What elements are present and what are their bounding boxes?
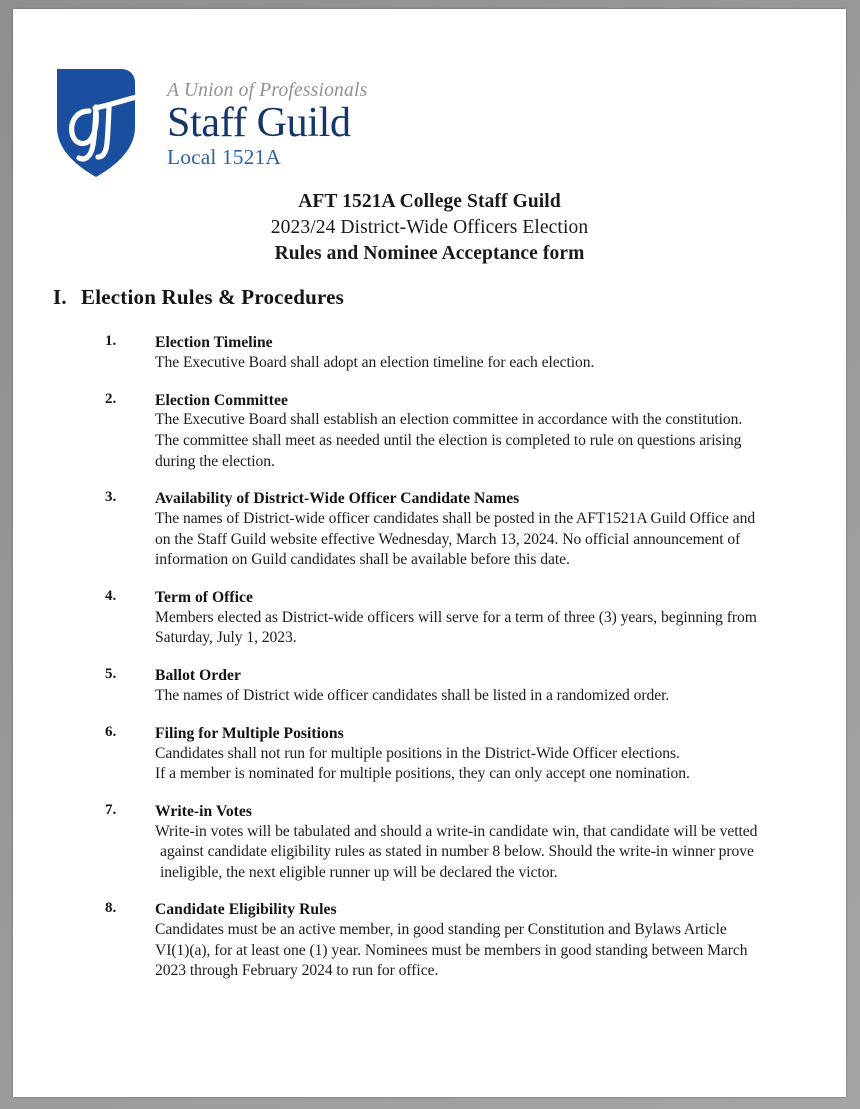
rule-body-line: against candidate eligibility rules as stated in number 8 below. Should the write-in winner prove (160, 843, 754, 861)
rule-body-line: during the election. (155, 452, 275, 470)
rule-number: 8. (105, 900, 117, 917)
rule-item (13, 802, 846, 884)
rule-body-line: Members elected as District-wide officers will serve for a term of three (3) years, beginning from (155, 608, 757, 626)
rule-body-line: on the Staff Guild website effective Wednesday, March 13, 2024. No official announcement of (155, 530, 741, 548)
rule-item (13, 900, 846, 982)
rule-body-line: Write-in votes will be tabulated and should a write-in candidate win, that candidate will be vetted (155, 822, 758, 840)
rule-item (13, 724, 846, 785)
rule-body (155, 353, 806, 374)
rule-number: 2. (105, 390, 117, 407)
rule-title: Candidate Eligibility Rules (155, 901, 337, 919)
rule-body-line: The Executive Board shall adopt an election timeline for each election. (155, 353, 595, 371)
rule-body-line: The committee shall meet as needed until the election is completed to rule on questions arising (155, 432, 742, 450)
rule-title: Election Timeline (155, 334, 273, 351)
rule-body (155, 509, 806, 571)
rule-title: Write-in Votes (155, 802, 253, 820)
rule-body (155, 920, 806, 982)
title-line-organization: AFT 1521A College Staff Guild (298, 191, 561, 212)
rule-item (13, 333, 846, 374)
rule-body-line: information on Guild candidates shall be available before this date. (155, 551, 570, 569)
rule-title: Term of Office (155, 588, 253, 606)
rule-number: 6. (105, 723, 117, 740)
rule-number: 3. (105, 489, 117, 506)
logo-local-number: Local 1521A (167, 145, 281, 170)
rule-title: Filing for Multiple Positions (155, 724, 344, 742)
document-page (13, 9, 846, 1097)
rule-body (155, 410, 806, 472)
section-title: Election Rules & Procedures (81, 285, 345, 309)
rule-body-line: The names of District-wide officer candidates shall be posted in the AFT1521A Guild Office and (155, 510, 756, 528)
rule-body-line: VI(1)(a), for at least one (1) year. Nominees must be members in good standing between March (155, 941, 748, 959)
rule-body-line: Saturday, July 1, 2023. (155, 629, 297, 647)
rule-item (13, 489, 846, 571)
rule-number: 7. (105, 801, 117, 818)
rule-number: 1. (105, 333, 117, 349)
logo-brand-name: Staff Guild (167, 100, 351, 147)
rule-item (13, 391, 846, 473)
document-title-block (13, 189, 846, 267)
rule-title: Availability of District-Wide Officer Candidate Names (155, 490, 520, 508)
logo-tagline: A Union of Professionals (167, 80, 368, 101)
rule-body-line: Candidates shall not run for multiple positions in the District-Wide Officer elections. (155, 744, 680, 762)
rule-body-line: The names of District wide officer candidates shall be listed in a randomized order. (155, 686, 670, 704)
rule-body-line: ineligible, the next eligible runner up will be declared the victor. (160, 863, 558, 881)
aft-staff-guild-logo (55, 67, 475, 179)
section-heading (13, 285, 846, 310)
rule-item (13, 666, 846, 707)
rule-number: 4. (105, 587, 117, 604)
logo-wordmark (167, 67, 467, 170)
rule-number: 5. (105, 666, 117, 683)
rule-body (155, 608, 806, 649)
rule-body-line: 2023 through February 2024 to run for office. (155, 962, 439, 980)
title-line-election: 2023/24 District-Wide Officers Election (270, 216, 589, 238)
rule-title: Ballot Order (155, 667, 241, 685)
rule-item (13, 588, 846, 649)
rule-body (155, 686, 806, 707)
rule-body-line: Candidates must be an active member, in good standing per Constitution and Bylaws Article (155, 921, 727, 939)
rules-list (13, 333, 846, 999)
rule-body (155, 822, 806, 884)
rule-body-line: The Executive Board shall establish an election committee in accordance with the constitution. (155, 411, 743, 429)
title-line-form: Rules and Nominee Acceptance form (274, 242, 585, 264)
section-number: I. (53, 285, 67, 309)
rule-body (155, 744, 806, 785)
aft-shield-icon (55, 67, 149, 179)
rule-body-line: If a member is nominated for multiple positions, they can only accept one nomination. (155, 765, 690, 783)
rule-title: Election Committee (155, 391, 288, 409)
